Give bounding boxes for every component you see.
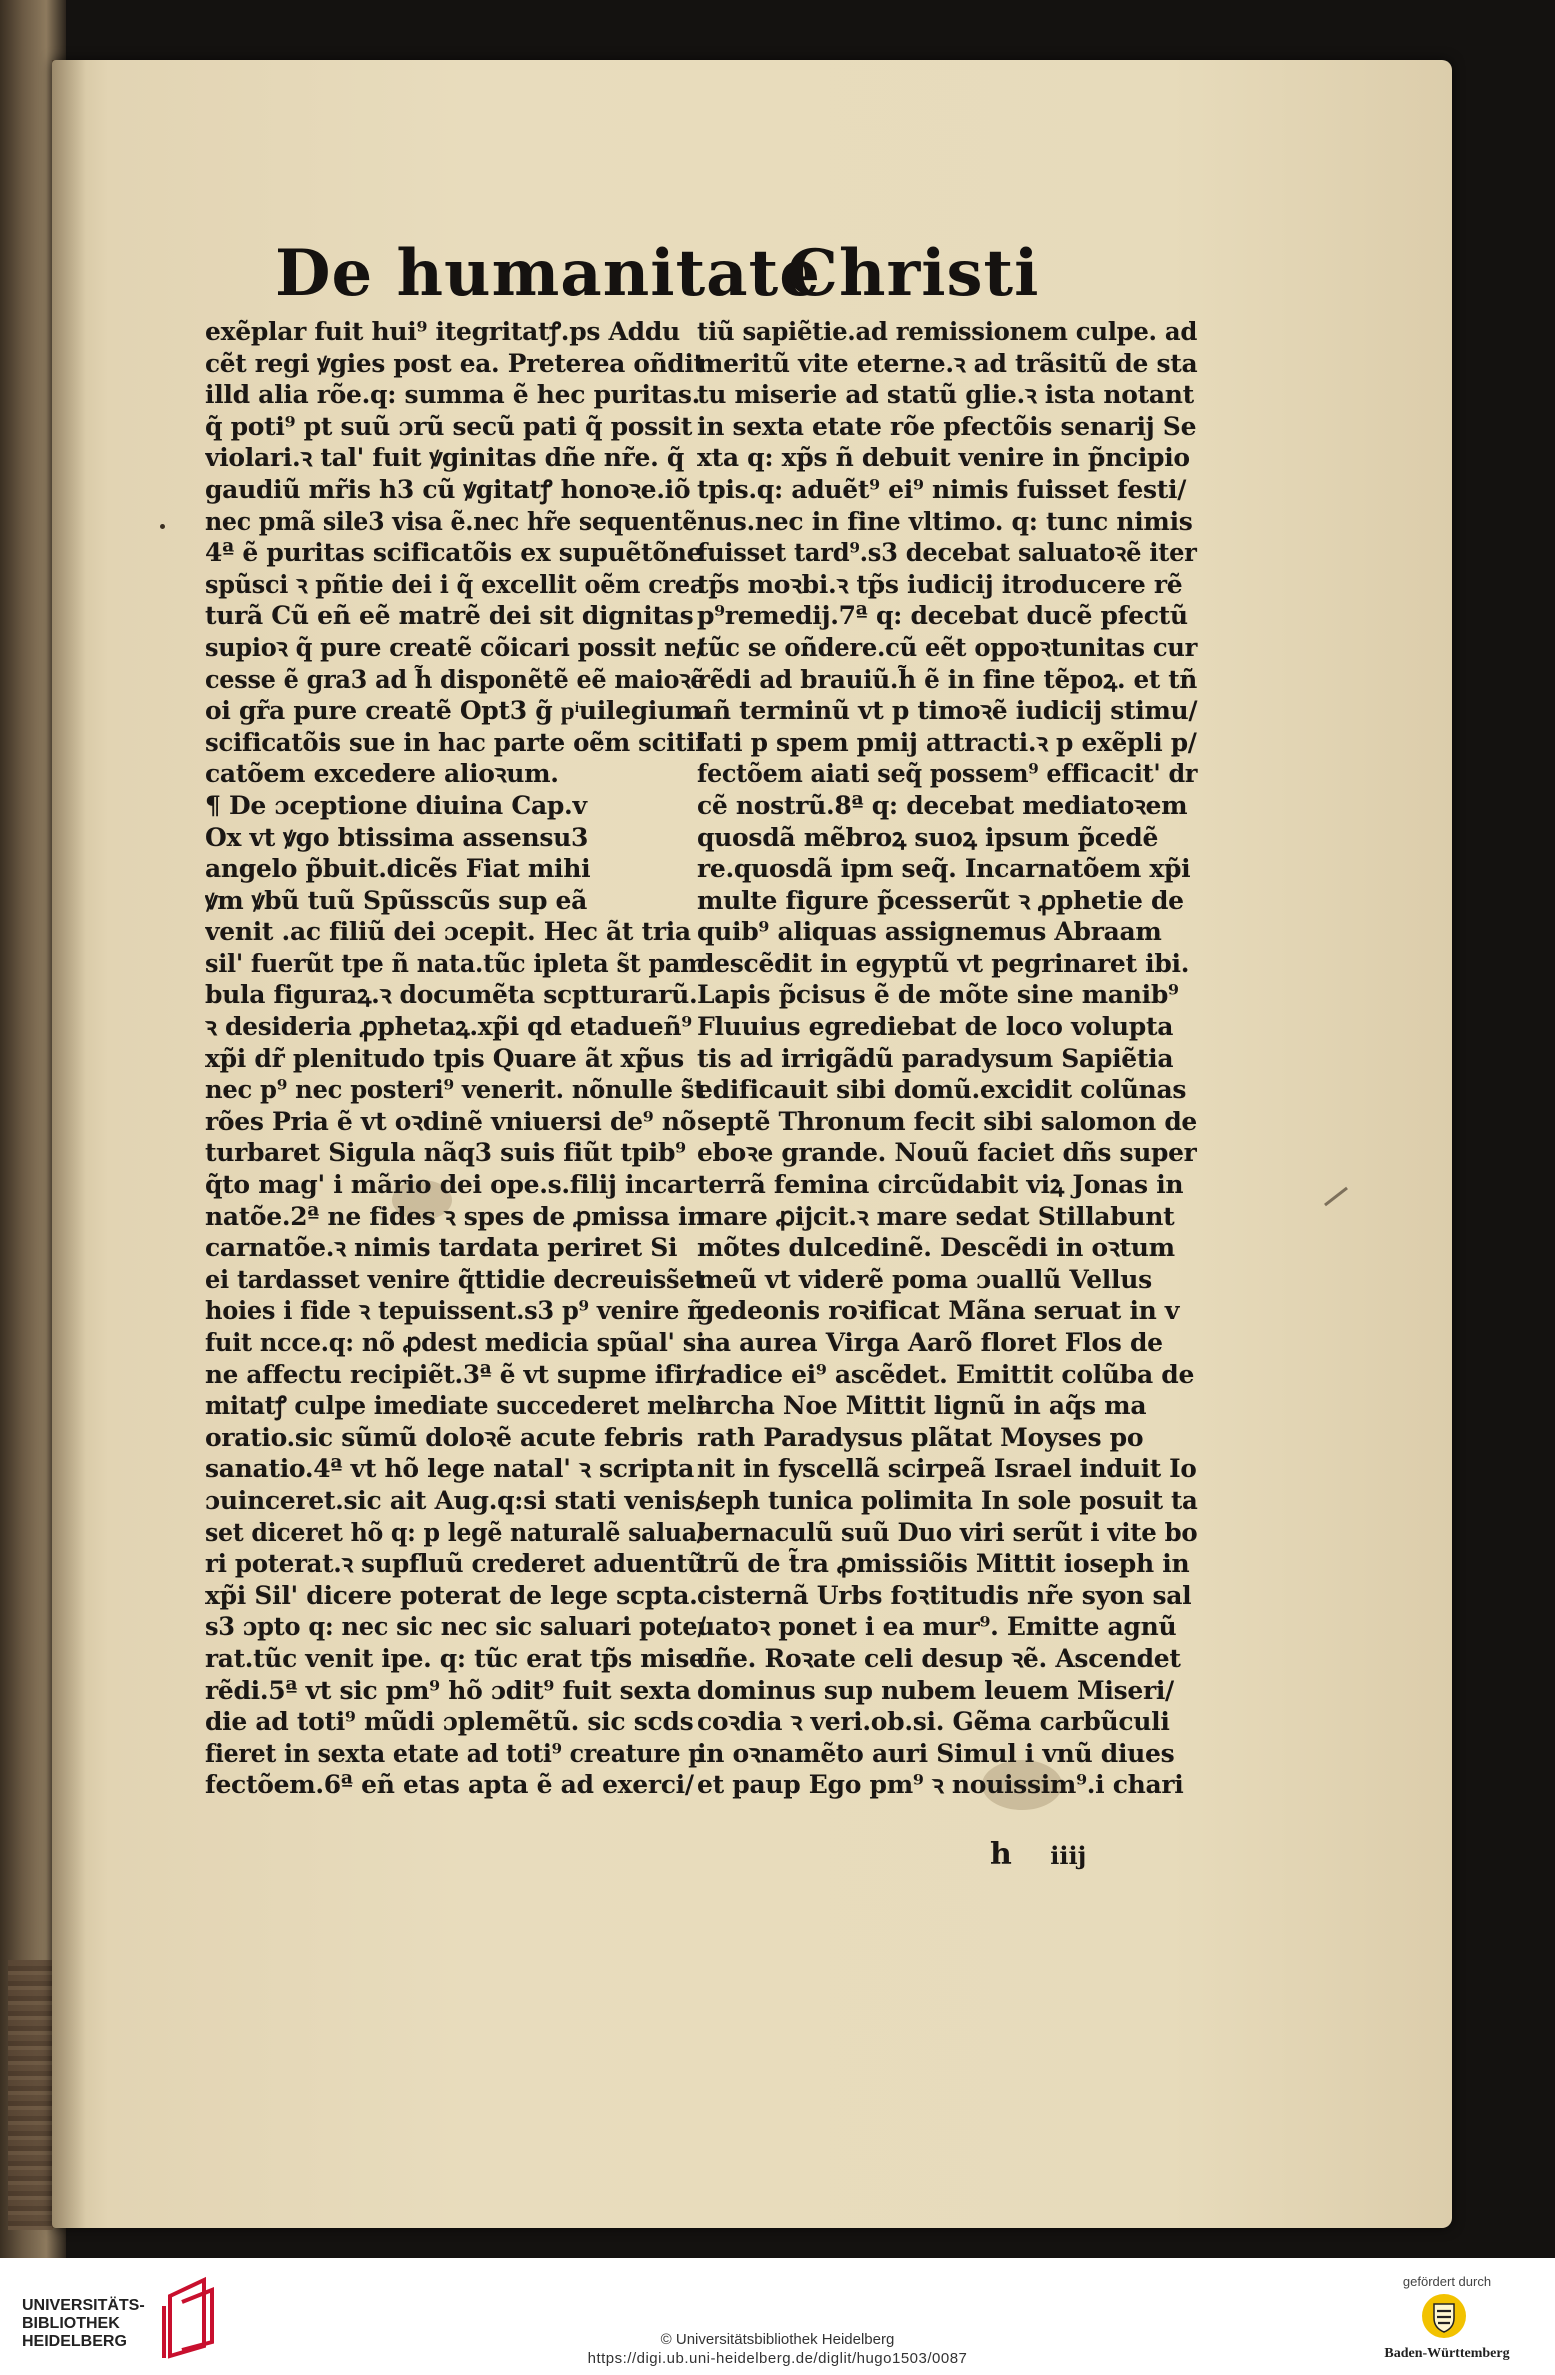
text-line: illd alia rõe.q: summa ẽ hec puritas.	[205, 380, 701, 410]
text-line: coꝛdia ꝛ veri.ob.si. Gẽma carbũculi	[697, 1707, 1170, 1737]
text-line: tu miserie ad statũ glie.ꝛ ista notant	[697, 380, 1194, 410]
text-line: edificauit sibi domũ.excidit colũnas	[697, 1075, 1187, 1105]
text-line: Ox vt ꝟgo btissima assensu3	[205, 822, 589, 852]
text-line: quib⁹ aliquas assignemus Abraam	[697, 917, 1162, 947]
text-line: q̃ poti⁹ pt suũ ɔrũ secũ pati q̃ possit	[205, 411, 693, 441]
running-head	[275, 236, 1040, 316]
text-line: re.quosdã ipm seq̃. Incarnatõem xp̃i	[697, 854, 1191, 884]
text-line: añ terminũ vt p timoꝛẽ iudicij stimu/	[697, 696, 1198, 726]
text-line: et paup Ego pm⁹ ꝛ nouissim⁹.i chari	[697, 1770, 1184, 1800]
text-line: dominus sup nubem leuem Miseri/	[697, 1675, 1174, 1705]
text-line: mõtes dulcedinẽ. Descẽdi in oꝛtum	[697, 1233, 1175, 1263]
text-line: trũ de t̃ra ꝓmissiõis Mittit ioseph in	[697, 1549, 1190, 1579]
text-line: fieret in sexta etate ad toti⁹ creature p	[205, 1738, 705, 1768]
margin-mark	[160, 524, 165, 529]
library-name-line: HEIDELBERG	[22, 2333, 127, 2350]
text-line: sanatio.4ª vt hõ lege natal' ꝛ scripta	[205, 1454, 695, 1484]
text-column-left	[205, 316, 705, 1801]
library-name-line: UNIVERSITÄTS-	[22, 2297, 145, 2314]
text-line: bula figuraꝝ.ꝛ documẽta scptturarũ.	[205, 980, 698, 1010]
text-line: scificatõis sue in hac parte oẽm scitif	[205, 727, 706, 757]
text-line: rões Pria ẽ vt oꝛdinẽ vniuersi de⁹ nõ	[205, 1106, 697, 1136]
folio-signature	[990, 1837, 1086, 1872]
text-line: meũ vt viderẽ poma ɔuallũ Vellus	[697, 1264, 1152, 1294]
text-line: ¶ De ɔceptione diuina Cap.v	[205, 790, 587, 820]
text-line: tis ad irrigãdũ paradysum Sapiẽtia	[697, 1043, 1174, 1073]
text-line: tiũ sapiẽtie.ad remissionem culpe. ad	[697, 317, 1198, 346]
text-line: rẽdi.5ª vt sic pm⁹ hõ ɔdit⁹ fuit sexta	[205, 1675, 691, 1705]
text-line: spũsci ꝛ pñtie dei i q̃ excellit oẽm crea	[205, 569, 706, 599]
text-line: multe figure p̃cesserũt ꝛ ꝓphetie de	[697, 885, 1184, 915]
text-line: xp̃i dr̃ plenitudo tpis Quare ãt xp̃us	[205, 1043, 684, 1073]
text-line: seph tunica polimita In sole posuit ta	[697, 1485, 1198, 1515]
running-head-left: De humanitate	[275, 236, 821, 311]
text-line: rath Paradysus plãtat Moyses po	[697, 1422, 1144, 1452]
text-line: ɔuinceret.sic ait Aug.q:si stati venis/	[205, 1485, 704, 1515]
text-line: descẽdit in egyptũ vt pegrinaret ibi.	[697, 948, 1190, 978]
sponsor-name[interactable]: Baden-Württemberg	[1384, 2346, 1510, 2361]
text-line: tpis.q: aduẽt⁹ ei⁹ nimis fuisset festi/	[697, 474, 1187, 504]
text-line: natõe.2ª ne fides ꝛ spes de ꝓmissa in	[205, 1201, 705, 1231]
baden-wuerttemberg-coat-of-arms-icon[interactable]	[1420, 2292, 1468, 2340]
text-line: nec p⁹ nec posteri⁹ venerit. nõnulle s̃t	[205, 1075, 706, 1105]
text-line: uatoꝛ ponet i ea mur⁹. Emitte agnũ	[697, 1612, 1177, 1642]
text-line: set diceret hõ q: p legẽ naturalẽ salua/	[205, 1517, 706, 1547]
text-line: xta q: xp̃s ñ debuit venire in p̃ncipio	[697, 443, 1190, 473]
text-line: cesse ẽ gra3 ad h̃ disponẽtẽ eẽ maioꝛẽ	[205, 664, 706, 694]
text-line: sil' fuerũt tpe ñ nata.tũc ipleta s̃t pam	[205, 948, 706, 978]
text-line: cẽt regi ꝟgies post ea. Preterea oñdit	[205, 348, 705, 378]
text-line: eboꝛe grande. Nouũ faciet dñs super	[697, 1138, 1197, 1168]
text-line: rat.tũc venit ipe. q: tũc erat tp̃s mise	[205, 1643, 705, 1673]
text-line: cisternã Urbs foꝛtitudis nr̃e syon sal	[697, 1580, 1192, 1610]
text-line: dñe. Roꝛate celi desup ꝛẽ. Ascendet	[697, 1643, 1181, 1673]
text-line: nit in fyscellã scirpeã Israel induit Io	[697, 1454, 1197, 1484]
text-line: fectõem.6ª eñ etas apta ẽ ad exerci/	[205, 1770, 694, 1800]
text-column-right	[697, 316, 1197, 1801]
text-line: oratio.sic sũmũ doloꝛẽ acute febris	[205, 1422, 684, 1452]
text-line: fuisset tard⁹.s3 decebat saluatoꝛẽ iter	[697, 538, 1197, 568]
copyright-notice: © Universitätsbibliothek Heidelberg	[660, 2331, 895, 2348]
text-line: septẽ Thronum fecit sibi salomon de	[697, 1106, 1197, 1136]
page-url-link[interactable]: https://digi.ub.uni-heidelberg.de/diglit/hugo1503/0087	[587, 2350, 968, 2367]
text-line: venit .ac filiũ dei ɔcepit. Hec ãt tria	[205, 917, 691, 947]
text-line: supioꝛ q̃ pure creatẽ cõicari possit ne/	[205, 632, 705, 662]
text-line: in oꝛnamẽto auri Simul i vnũ diues	[697, 1738, 1175, 1768]
text-line: catõem excedere alioꝛum.	[205, 759, 559, 789]
text-line: 4ª ẽ puritas scificatõis ex supuẽtõne	[205, 538, 703, 568]
text-line: turã Cũ eñ eẽ matrẽ dei sit dignitas	[205, 601, 694, 631]
text-line: p⁹remedij.7ª q: decebat ducẽ pfectũ	[697, 601, 1188, 631]
signature-number: iiij	[1050, 1841, 1087, 1870]
text-line: gaudiũ mr̃is h3 cũ ꝟgitatꝭ honoꝛe.iõ	[205, 474, 691, 504]
text-line: ri poterat.ꝛ supfluũ crederet aduentũ	[205, 1549, 705, 1579]
library-name-line: BIBLIOTHEK	[22, 2315, 120, 2332]
text-line: cẽ nostrũ.8ª q: decebat mediatoꝛem	[697, 790, 1188, 820]
text-line: turbaret Sigula nãq3 suis fiũt tpib⁹	[205, 1138, 686, 1168]
text-line: meritũ vite eterne.ꝛ ad trãsitũ de sta	[697, 348, 1198, 378]
text-line: Lapis p̃cisus ẽ de mõte sine manib⁹	[697, 980, 1179, 1010]
text-line: angelo p̃buit.dicẽs Fiat mihi	[205, 854, 591, 884]
signature-letter: h	[990, 1837, 1012, 1872]
text-line: nec pmã sile3 visa ẽ.nec hr̃e sequentẽ.	[205, 506, 705, 536]
text-line: lati p spem pmij attracti.ꝛ p exẽpli p/	[697, 727, 1197, 757]
text-line: carnatõe.ꝛ nimis tardata periret Si	[205, 1233, 678, 1263]
text-line: Fluuius egrediebat de loco volupta	[697, 1012, 1174, 1042]
text-line: archa Noe Mittit lignũ in aq̃s ma	[697, 1391, 1147, 1421]
text-line: na aurea Virga Aarõ floret Flos de	[697, 1328, 1163, 1357]
text-line: hoies i fide ꝛ tepuissent.s3 p⁹ venire ñ	[205, 1296, 705, 1326]
text-line: gedeonis roꝛificat Mãna seruat in v	[697, 1296, 1180, 1326]
text-line: radice ei⁹ ascẽdet. Emittit colũba de	[697, 1359, 1195, 1389]
text-line: bernaculũ suũ Duo viri serũt i vite bo	[697, 1517, 1198, 1547]
text-line: ne affectu recipiẽt.3ª ẽ vt supme ifir/	[205, 1359, 705, 1389]
text-line: q̃to mag' i mãrio dei ope.s.filij incar	[205, 1170, 696, 1200]
text-line: ꝟm ꝟbũ tuũ Spũsscũs sup eã	[205, 885, 588, 915]
text-line: in sexta etate rõe pfectõis senarij Se	[697, 411, 1197, 441]
text-line: fuit ncce.q: nõ ꝓdest medicia spũal' si	[205, 1328, 705, 1357]
text-line: exẽplar fuit hui⁹ itegritatꝭ.ps Addu	[205, 317, 680, 346]
text-line: ꝛ desideria ꝓphetaꝝ.xp̃i qd etadueñ⁹	[205, 1012, 692, 1042]
text-line: ei tardasset venire q̃ttidie decreuiss̃et	[205, 1264, 706, 1294]
text-line: die ad toti⁹ mũdi ɔplemẽtũ. sic scds	[205, 1707, 694, 1737]
text-line: mare ꝓijcit.ꝛ mare sedat Stillabunt	[697, 1201, 1175, 1231]
text-line: xp̃i Sil' dicere poterat de lege scpta.	[205, 1580, 698, 1610]
text-line: violari.ꝛ tal' fuit ꝟginitas dñe nr̃e. q̃	[205, 443, 685, 473]
running-head-right: Christi	[787, 236, 1040, 311]
text-line: oi gr̃a pure creatẽ Opt3 g̃ pͥuilegium	[205, 696, 702, 726]
text-line: terrã femina circũdabit viꝝ Jonas in	[697, 1170, 1184, 1200]
text-line: quosdã mẽbroꝝ suoꝝ ipsum p̃cedẽ	[697, 822, 1159, 852]
text-line: nus.nec in fine vltimo. q: tunc nimis	[697, 506, 1193, 536]
text-line: tũc se oñdere.cũ eẽt oppoꝛtunitas cur	[697, 632, 1198, 662]
text-line: s3 ɔpto q: nec sic nec sic saluari pote/	[205, 1612, 706, 1642]
text-line: mitatꝭ culpe imediate succederet meli	[205, 1391, 705, 1421]
text-line: tp̃s moꝛbi.ꝛ tp̃s iudicij itroducere rẽ	[697, 569, 1183, 599]
text-line: fectõem aiati seq̃ possem⁹ efficacit' dr	[697, 759, 1198, 789]
funded-by-label: gefördert durch	[1402, 2274, 1492, 2289]
text-line: rẽdi ad brauiũ.h̃ ẽ in fine tẽpoꝝ. et tñ	[697, 664, 1198, 694]
